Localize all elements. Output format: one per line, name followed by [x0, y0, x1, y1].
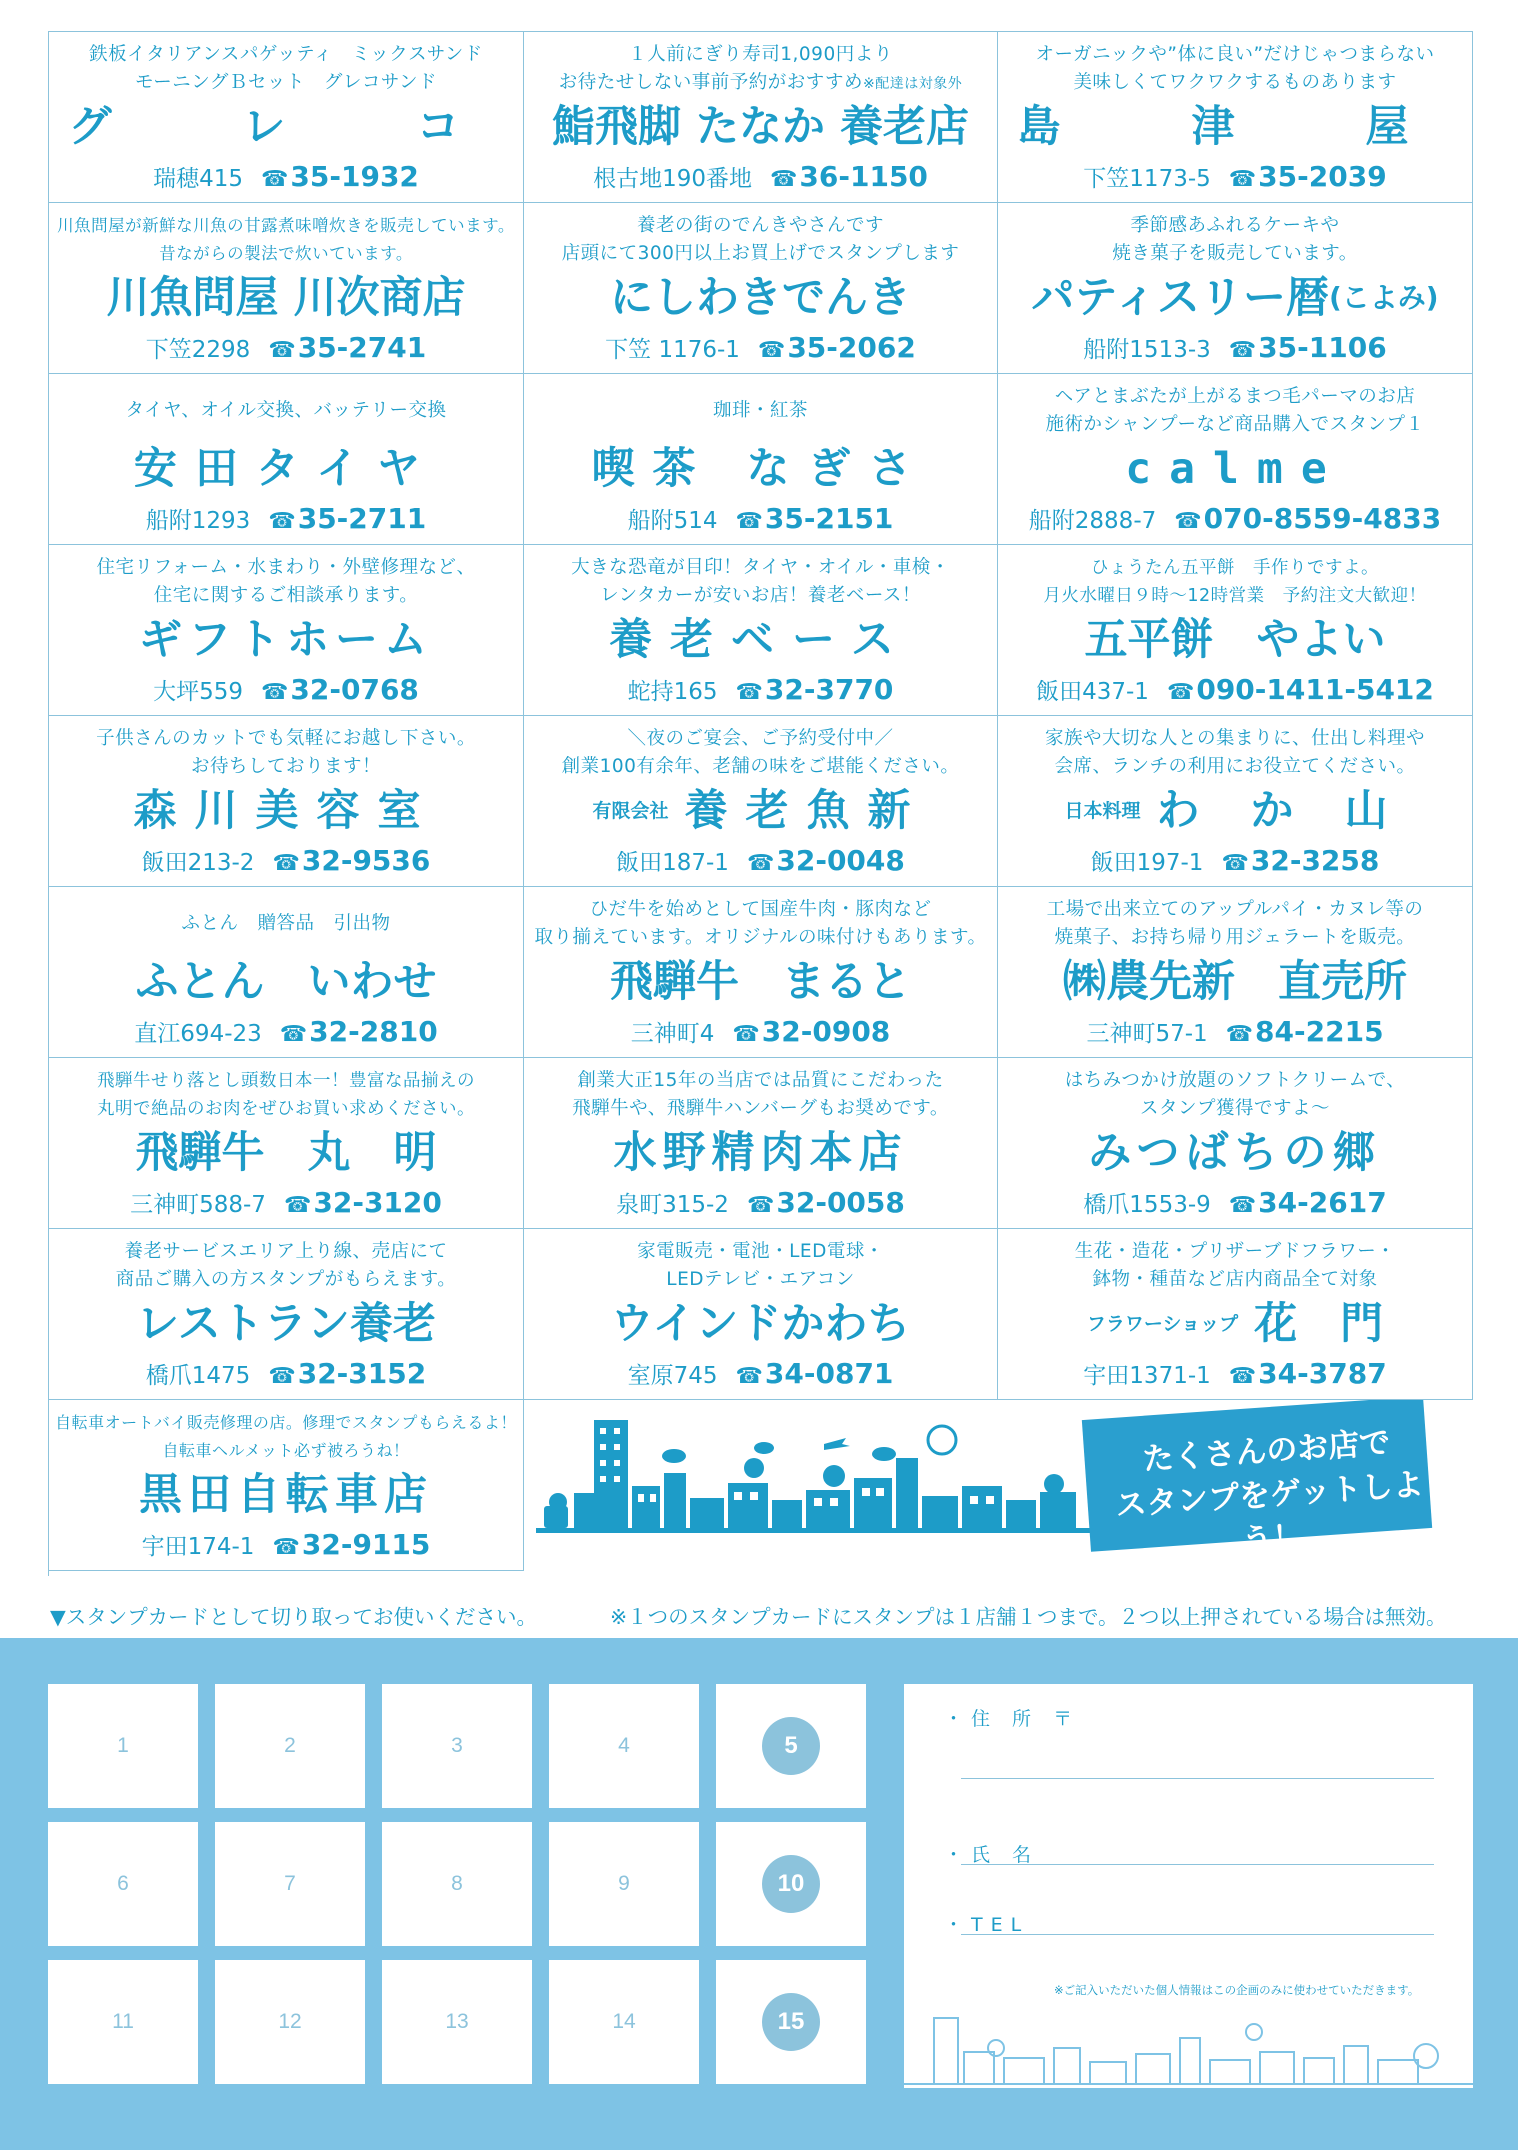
- phone-icon: ☎: [757, 338, 786, 363]
- phone-icon: ☎: [769, 167, 798, 192]
- shop-description: 飛騨牛せり落とし頭数日本一！豊富な品揃えの 丸明で絶品のお肉をぜひお買い求めください。: [97, 1071, 475, 1119]
- phone-icon: ☎: [735, 509, 763, 534]
- shop-address: 船附514 ☎35-2151: [627, 502, 894, 535]
- phone-icon: ☎: [272, 1535, 300, 1560]
- stamp-slot: 8: [382, 1822, 532, 1946]
- shop-name: ギフトホーム: [139, 615, 433, 665]
- shop-description: 養老サービスエリア上り線、売店にて 商品ご購入の方スタンプがもらえます。: [115, 1241, 457, 1290]
- shop-name: ウインドかわち: [610, 1299, 911, 1349]
- shop-description: タイヤ、オイル交換、バッテリー交換: [125, 400, 447, 421]
- shop-description: 珈琲・紅茶: [712, 400, 808, 421]
- shop-description: 住宅リフォーム・水まわり・外壁修理など、 住宅に関するご相談承ります。: [96, 557, 476, 606]
- phone-icon: ☎: [283, 1193, 312, 1218]
- stamp-milestone-badge: 5: [762, 1717, 820, 1775]
- shop-card: [524, 32, 998, 203]
- shop-name: 有限会社 養老魚新: [592, 786, 929, 836]
- shop-description: 自転車オートバイ販売修理の店。修理でスタンプもらえるよ！ 自転車ヘルメット必ず被ろうね！: [55, 1413, 517, 1460]
- phone-icon: ☎: [1228, 1364, 1257, 1389]
- shop-card: [524, 545, 998, 716]
- shop-description: オーガニックや”体に良い”だけじゃつまらない 美味しくてワクワクするものあります: [1035, 44, 1435, 93]
- shop-address: 瑞穂415 ☎35-1932: [153, 160, 419, 193]
- shop-description: 家電販売・電池・LED電球・ LEDテレビ・エアコン: [637, 1241, 884, 1290]
- shop-description: ヘアとまぶたが上がるまつ毛パーマのお店 施術かシャンプーなど商品購入でスタンプ１: [1045, 386, 1425, 435]
- tel-field[interactable]: [944, 1910, 1434, 1937]
- shop-description: 大きな恐竜が目印！タイヤ・オイル・車検・ レンタカーが安いお店！養老ベース！: [571, 557, 950, 606]
- shop-address: 三神町4 ☎32-0908: [630, 1015, 891, 1048]
- shop-card: [524, 1229, 998, 1400]
- shop-address: 橋爪1553-9 ☎34-2617: [1083, 1186, 1387, 1219]
- stamp-slot: 13: [382, 1960, 532, 2084]
- shop-card: [49, 1229, 524, 1400]
- stamp-grid: [48, 1684, 866, 2084]
- shop-address: 直江694-23 ☎32-2810: [134, 1015, 438, 1048]
- shop-description: 養老の街のでんきやさんです 店頭にて300円以上お買上げでスタンプします: [561, 215, 960, 264]
- shop-name: レストラン養老: [136, 1299, 436, 1349]
- shop-name: 五平餅 やよい: [1084, 615, 1386, 665]
- phone-icon: ☎: [732, 1022, 760, 1047]
- shop-card: [998, 887, 1473, 1058]
- shop-description: はちみつかけ放題のソフトクリームで、 スタンプ獲得ですよ～: [1064, 1070, 1406, 1119]
- shop-description: 川魚問屋が新鮮な川魚の甘露煮味噌炊きを販売しています。 昔ながらの製法で炊いています。: [57, 216, 515, 263]
- stamp-slot: 9: [549, 1822, 699, 1946]
- phone-icon: ☎: [1166, 680, 1195, 705]
- name-label: ・氏 名: [944, 1844, 1040, 1866]
- phone-icon: ☎: [272, 851, 300, 876]
- shop-name: 養老ベース: [609, 615, 912, 665]
- shop-card: [524, 1058, 998, 1229]
- shop-name: 安田タイヤ: [133, 444, 439, 494]
- shop-address: 泉町315-2 ☎32-0058: [616, 1186, 905, 1219]
- shop-card: [49, 203, 524, 374]
- phone-icon: ☎: [735, 1364, 763, 1389]
- stamp-slot: 11: [48, 1960, 198, 2084]
- promo-banner: たくさんのお店で スタンプをゲットしよう！: [1082, 1400, 1432, 1552]
- shop-card: [998, 32, 1473, 203]
- shop-address: 下笠1173-5 ☎35-2039: [1083, 160, 1387, 193]
- stamp-slot: 3: [382, 1684, 532, 1808]
- shop-name: 日本料理 わ か 山: [1064, 786, 1406, 836]
- shop-card: [49, 374, 524, 545]
- stamp-rule-note: ※１つのスタンプカードにスタンプは１店舗１つまで。２つ以上押されている場合は無効。: [610, 1605, 1447, 1629]
- shop-description: ひだ牛を始めとして国産牛肉・豚肉など 取り揃えています。オリジナルの味付けもあります。: [534, 899, 987, 948]
- stamp-slot: 2: [215, 1684, 365, 1808]
- phone-icon: ☎: [260, 167, 289, 192]
- banner-area: [524, 1400, 1473, 1571]
- shop-address: 飯田437-1 ☎090-1411-5412: [1036, 673, 1434, 706]
- cutout-instruction: ▼スタンプカードとして切り取ってお使いください。: [50, 1605, 538, 1629]
- phone-icon: ☎: [1221, 851, 1249, 876]
- phone-icon: ☎: [268, 338, 296, 363]
- shop-address: 大坪559 ☎32-0768: [153, 673, 419, 706]
- shop-name: 鮨飛脚 たなか 養老店: [552, 102, 969, 152]
- shop-name: ㈱農先新 直売所: [1063, 957, 1407, 1007]
- phone-icon: ☎: [1225, 1022, 1254, 1047]
- shop-description: 子供さんのカットでも気軽にお越し下さい。 お待ちしております！: [96, 728, 476, 777]
- phone-icon: ☎: [260, 680, 289, 705]
- shop-card: [998, 374, 1473, 545]
- shop-address: 飯田197-1 ☎32-3258: [1090, 844, 1380, 877]
- stamp-slot: 6: [48, 1822, 198, 1946]
- shop-name: 森川美容室: [133, 786, 439, 836]
- shop-card: [524, 716, 998, 887]
- shop-address: 下笠 1176-1 ☎35-2062: [605, 331, 916, 364]
- shop-name: 喫茶 なぎさ: [591, 444, 930, 494]
- shop-name: 飛騨牛 まると: [610, 957, 911, 1007]
- stamp-slot: 1: [48, 1684, 198, 1808]
- shop-address: 宇田1371-1 ☎34-3787: [1083, 1357, 1387, 1390]
- shop-card: [49, 545, 524, 716]
- shop-card: [49, 32, 524, 203]
- stamp-milestone-badge: 10: [762, 1855, 820, 1913]
- stamp-slot: [716, 1684, 866, 1808]
- phone-icon: ☎: [1228, 167, 1257, 192]
- phone-icon: ☎: [268, 1364, 296, 1389]
- shop-description: ひょうたん五平餅 手作りですよ。 月火水曜日９時～12時営業 予約注文大歓迎！: [1043, 558, 1427, 606]
- shop-description: １人前にぎり寿司1,090円より お待たせしない事前予約がおすすめ※配達は対象外: [558, 43, 963, 93]
- shop-name: calme: [1125, 444, 1345, 494]
- phone-icon: ☎: [268, 509, 296, 534]
- shop-name: みつばちの郷: [1088, 1128, 1382, 1178]
- applicant-form: [904, 1684, 1473, 2088]
- shop-address: 飯田213-2 ☎32-9536: [141, 844, 431, 877]
- shop-card: [524, 374, 998, 545]
- shop-description: 工場で出来立てのアップルパイ・カヌレ等の 焼菓子、お持ち帰り用ジェラートを販売。: [1046, 899, 1424, 948]
- tel-label: ・TEL: [944, 1914, 1030, 1936]
- small-cityscape-illustration: [904, 2008, 1473, 2088]
- stamp-slot: 7: [215, 1822, 365, 1946]
- shop-card: [998, 545, 1473, 716]
- privacy-note: ※ご記入いただいた個人情報はこの企画のみに使わせていただきます。: [1054, 1983, 1420, 1997]
- stamp-milestone-badge: 15: [762, 1993, 820, 2051]
- shop-name: 島 津 屋: [1017, 102, 1453, 152]
- phone-icon: ☎: [1174, 509, 1202, 534]
- shop-address: 室原745 ☎34-0871: [627, 1357, 894, 1390]
- shop-card: [998, 716, 1473, 887]
- stamp-slot: [716, 1822, 866, 1946]
- shop-name: 飛騨牛 丸 明: [135, 1128, 437, 1178]
- phone-icon: ☎: [735, 680, 763, 705]
- shop-card: [524, 203, 998, 374]
- shop-address: 船附1293 ☎35-2711: [145, 502, 427, 535]
- shop-name: パティスリー暦 (こよみ): [1031, 273, 1439, 323]
- shop-description: 創業大正15年の当店では品質にこだわった 飛騨牛や、飛騨牛ハンバーグもお奨めです。: [572, 1070, 949, 1119]
- shop-card: [49, 716, 524, 887]
- shop-description: ＼夜のご宴会、ご予約受付中／ 創業100有余年、老舗の味をご堪能ください。: [561, 728, 960, 777]
- shop-card: [49, 1400, 524, 1571]
- shop-card: [998, 1229, 1473, 1400]
- shop-card: [49, 887, 524, 1058]
- shop-description: 生花・造花・プリザーブドフラワー・ 鉢物・種苗など店内商品全て対象: [1074, 1241, 1396, 1290]
- shop-address: 三神町57-1 ☎84-2215: [1086, 1015, 1384, 1048]
- phone-icon: ☎: [1228, 338, 1257, 363]
- shop-card: [998, 1058, 1473, 1229]
- shop-name: 川魚問屋 川次商店: [106, 273, 466, 323]
- shop-directory-grid: [48, 31, 1473, 1576]
- shop-description: 季節感あふれるケーキや 焼き菓子を販売しています。: [1112, 215, 1358, 264]
- shop-address: 船附2888-7 ☎070-8559-4833: [1028, 502, 1442, 535]
- tel-line[interactable]: [961, 1934, 1434, 1935]
- shop-card: [49, 1058, 524, 1229]
- shop-name: グ レ コ: [68, 102, 504, 152]
- shop-address: 三神町588-7 ☎32-3120: [130, 1186, 442, 1219]
- shop-address: 下笠2298 ☎35-2741: [145, 331, 427, 364]
- address-field[interactable]: [944, 1704, 1434, 1731]
- phone-icon: ☎: [279, 1022, 308, 1047]
- name-line[interactable]: [961, 1864, 1434, 1865]
- shop-address: 宇田174-1 ☎32-9115: [141, 1528, 431, 1561]
- shop-address: 根古地190番地 ☎36-1150: [593, 160, 928, 193]
- cutout-notes: [50, 1600, 1470, 1630]
- shop-description: 家族や大切な人との集まりに、仕出し料理や 会席、ランチの利用にお役立てください。: [1044, 728, 1425, 777]
- shop-card: [998, 203, 1473, 374]
- shop-card: [524, 887, 998, 1058]
- shop-name: 水野精肉本店: [613, 1128, 908, 1178]
- address-label: ・住 所 〒: [944, 1708, 1081, 1730]
- shop-description: ふとん 贈答品 引出物: [181, 913, 391, 934]
- shop-description: 鉄板イタリアンスパゲッティ ミックスサンド モーニングＢセット グレコサンド: [89, 44, 483, 93]
- shop-name: ふとん いわせ: [135, 957, 437, 1007]
- phone-icon: ☎: [1228, 1193, 1257, 1218]
- stamp-slot: 12: [215, 1960, 365, 2084]
- shop-address: 船附1513-3 ☎35-1106: [1083, 331, 1387, 364]
- shop-address: 蛇持165 ☎32-3770: [627, 673, 894, 706]
- name-field[interactable]: [944, 1840, 1434, 1867]
- stamp-slot: 14: [549, 1960, 699, 2084]
- shop-name: フラワーショップ 花 門: [1086, 1299, 1384, 1349]
- stamp-slot: 4: [549, 1684, 699, 1808]
- address-line[interactable]: [961, 1778, 1434, 1779]
- shop-name: 黒田自転車店: [139, 1470, 433, 1520]
- stamp-slot: [716, 1960, 866, 2084]
- shop-name: にしわきでんき: [610, 273, 911, 323]
- stamp-card: [0, 1638, 1518, 2150]
- shop-address: 橋爪1475 ☎32-3152: [145, 1357, 427, 1390]
- cityscape-illustration: [534, 1400, 1094, 1558]
- phone-icon: ☎: [746, 851, 775, 876]
- shop-address: 飯田187-1 ☎32-0048: [616, 844, 905, 877]
- phone-icon: ☎: [746, 1193, 775, 1218]
